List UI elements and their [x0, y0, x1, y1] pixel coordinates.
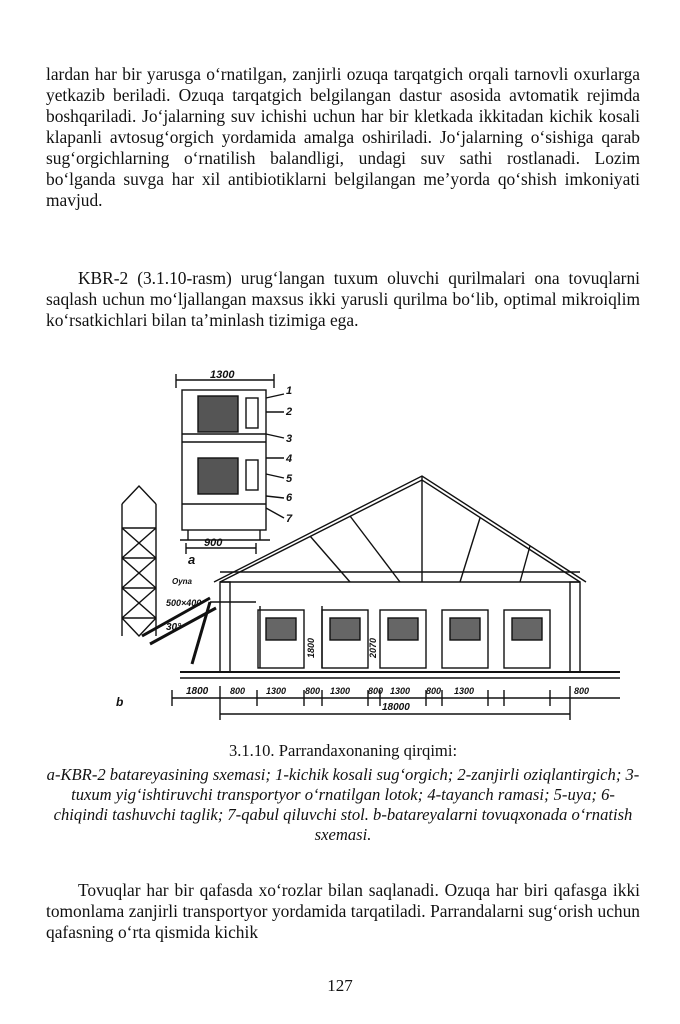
dim-bottom-1: 800 [230, 686, 246, 696]
dim-bottom-2: 1300 [266, 686, 287, 696]
poultry-house [180, 476, 620, 678]
label-part-b: b [116, 695, 124, 709]
dim-bottom-5: 800 [368, 686, 384, 696]
figure-caption-title: 3.1.10. Parrandaxonaning qirqimi: [228, 741, 458, 760]
label-height-1: 1800 [306, 637, 316, 658]
body-paragraph-3: Tovuqlar har bir qafasda xo‘rozlar bilan saqlanadi. Ozuqa har biri qafasga ikki tomonlama zanjirli transportyor yordamida tarqatiladi. Parrandalarni sug‘orish uchun qafasning o‘rta qismida kichik [46, 880, 640, 942]
callout-7: 7 [286, 513, 293, 525]
label-part-a: a [188, 552, 196, 567]
label-angle: 30° [166, 622, 182, 633]
dim-right: 800 [574, 686, 590, 696]
callout-4: 4 [286, 453, 293, 465]
callout-1: 1 [286, 385, 293, 397]
dim-bottom-3: 800 [305, 686, 321, 696]
battery-scheme-a [176, 374, 284, 554]
label-width-top: 1300 [210, 369, 235, 381]
dim-bottom-4: 1300 [330, 686, 351, 696]
label-section: 500×400 [166, 598, 202, 608]
dim-bottom-8: 1300 [454, 686, 475, 696]
feed-silo [122, 486, 216, 644]
label-height-2: 2070 [368, 637, 378, 658]
callout-6: 6 [286, 492, 293, 504]
dim-bottom-6: 1300 [390, 686, 411, 696]
label-width-bottom: 900 [204, 537, 223, 549]
body-paragraph-2: KBR-2 (3.1.10-rasm) urug‘langan tuxum oluvchi qurilmalari ona tovuqlarni saqlash uchun mo‘ljallangan maxsus ikki yarusli qurilma bo‘lib, optimal mikroiqlim ko‘rsatkichlari bilan ta’minlash tizimiga ega. [46, 268, 640, 330]
body-paragraph-1: lardan har bir yarusga o‘rnatilgan, zanjirli ozuqa tarqatgich orqali tarnovli oxurlarga yetkazib beriladi. Ozuqa tarqatgich belgilangan dastur asosida avtomatik rejimda boshqariladi. Jo‘jalarning suv ichishi uchun har bir kletkada ikkitadan kichik kosali klapanli avtosug‘orgich yordamida amalga oshiriladi. Jo‘jalarning o‘sishiga qarab sug‘orgichlarning o‘rnatilish balandligi, undagi suv sathi rostlanadi. Lozim bo‘lganda suvga har xil antibiotiklarni belgilangan me’yorda qo‘shish imkoniyati mavjud. [46, 64, 640, 210]
callout-3: 3 [286, 433, 293, 445]
dim-total: 18000 [382, 702, 410, 713]
callout-2: 2 [286, 406, 293, 418]
callout-5: 5 [286, 473, 293, 485]
dim-left: 1800 [186, 686, 209, 697]
page-number: 127 [327, 976, 353, 995]
dim-bottom-7: 800 [426, 686, 442, 696]
label-oyna: Oyna [172, 577, 193, 586]
figure-poultry-house-section [60, 368, 640, 730]
figure-caption-body: a-KBR-2 batareyasining sxemasi; 1-kichik kosali sug‘orgich; 2-zanjirli oziqlantirgich; 3-tuxum yig‘ishtiruvchi transportyor o‘rnatilgan lotok; 4-tayanch ramasi; 5-uya; 6-chiqindi tashuvchi taglik; 7-qabul qiluvchi stol. b-batareyalarni tovuqxonada o‘rnatish sxemasi. [46, 765, 640, 844]
